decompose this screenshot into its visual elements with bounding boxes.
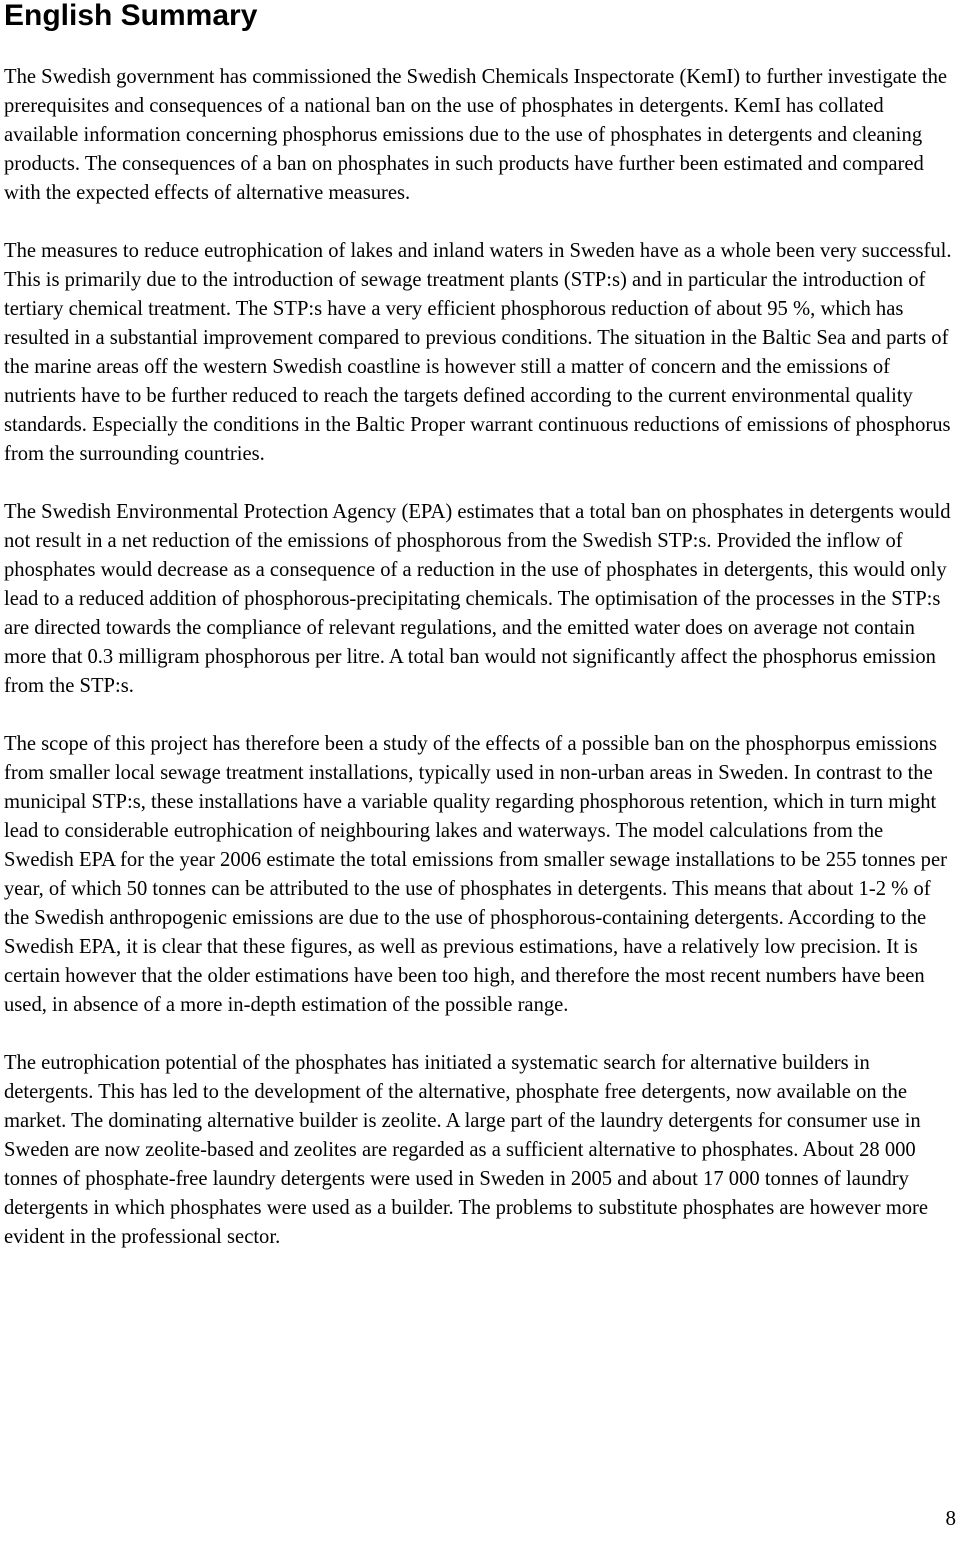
paragraph-project-scope: The scope of this project has therefore been a study of the effects of a possible ban on the phosphorpus emissions from smaller local sewage treatment installations, typically used in non-urban areas in Sweden. In contrast to the municipal STP:s, these installations have a variable quality regarding phosphorous retention, which in turn might lead to considerable eutrophication of neighbouring lakes and waterways. The model calculations from the Swedish EPA for the year 2006 estimate the total emissions from smaller sewage installations to be 255 tonnes per year, of which 50 tonnes can be attributed to the use of phosphates in detergents. This means that about 1-2 % of the Swedish anthropogenic emissions are due to the use of phosphorous-containing detergents. According to the Swedish EPA, it is clear that these figures, as well as previous estimations, have a relatively low precision. It is certain however that the older estimations have been too high, and therefore the most recent numbers have been used, in absence of a more in-depth estimation of the possible range. — [4, 733, 947, 1016]
summary-body — [4, 63, 957, 1281]
paragraph-epa-estimates: The Swedish Environmental Protection Agency (EPA) estimates that a total ban on phosphates in detergents would not result in a net reduction of the emissions of phosphorous from the Swedish STP:s. Provided the inflow of phosphates would decrease as a consequence of a reduction in the use of phosphates in detergents, this would only lead to a reduced addition of phosphorous-precipitating chemicals. The optimisation of the processes in the STP:s are directed towards the compliance of relevant regulations, and the emitted water does on average not contain more that 0.3 milligram phosphorous per litre. A total ban would not significantly affect the phosphorus emission from the STP:s. — [4, 501, 951, 697]
paragraph-commission: The Swedish government has commissioned the Swedish Chemicals Inspectorate (KemI) to further investigate the prerequisites and consequences of a national ban on the use of phosphates in detergents. KemI has collated available information concerning phosphorus emissions due to the use of phosphates in detergents and cleaning products. The consequences of a ban on phosphates in such products have further been estimated and compared with the expected effects of alternative measures. — [4, 66, 948, 204]
page-title: English Summary — [4, 0, 258, 32]
page-number: 8 — [945, 1506, 956, 1530]
paragraph-alternative-builders: The eutrophication potential of the phosphates has initiated a systematic search for alternative builders in detergents. This has led to the development of the alternative, phosphate free detergents, now available on the market. The dominating alternative builder is zeolite. A large part of the laundry detergents for consumer use in Sweden are now zeolite-based and zeolites are regarded as a sufficient alternative to phosphates. About 28 000 tonnes of phosphate-free laundry detergents were used in Sweden in 2005 and about 17 000 tonnes of laundry detergents in which phosphates were used as a builder. The problems to substitute phosphates are however more evident in the professional sector. — [4, 1052, 929, 1248]
paragraph-eutrophication-measures: The measures to reduce eutrophication of lakes and inland waters in Sweden have as a whole been very successful. This is primarily due to the introduction of sewage treatment plants (STP:s) and in particular the introduction of tertiary chemical treatment. The STP:s have a very efficient phosphorous reduction of about 95 %, which has resulted in a substantial improvement compared to previous conditions. The situation in the Baltic Sea and parts of the marine areas off the western Swedish coastline is however still a matter of concern and the emissions of nutrients have to be further reduced to reach the targets defined according to the current environmental quality standards. Especially the conditions in the Baltic Proper warrant continuous reductions of emissions of phosphorus from the surrounding countries. — [4, 240, 952, 465]
